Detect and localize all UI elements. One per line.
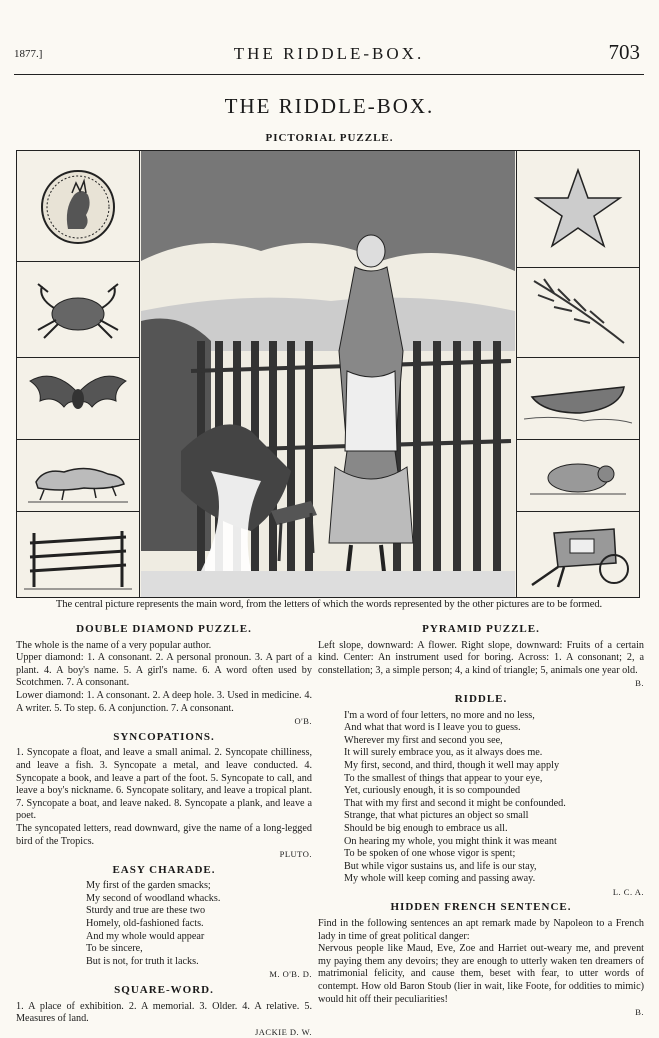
riddle-verse — [318, 710, 644, 886]
plant-picture — [517, 267, 639, 358]
syncopations-text2: The syncopated letters, read downward, give the name of a long-legged bird of the Tropics. — [16, 822, 312, 847]
double-diamond-lower: Lower diamond: 1. A consonant. 2. A deep hole. 3. Used in medicine. 4. A writer. 5. To step. 6. A conjunction. 7. A consonant. — [16, 689, 312, 714]
square-word-signature: JACKIE D. W. — [254, 1026, 312, 1037]
riddle-line: On hearing my whole, you might think it was meant — [344, 835, 557, 847]
charade-line: To be sincere, — [86, 943, 143, 955]
pyramid-text: Left slope, downward: A flower. Right slope, downward: Fruits of a certain kind. Center: An instrument used for boring. Across: 1. A consonant; 2, a constellation; 3, a simple person; 4, a kind of triangle; 5, animals one year old. — [318, 639, 644, 676]
medallion-picture — [17, 151, 139, 262]
riddle-line: That with my first and second it might be confounded. — [344, 797, 566, 809]
double-diamond-title: DOUBLE DIAMOND PUZZLE. — [76, 623, 252, 635]
double-diamond-signature: O'B. — [294, 716, 312, 727]
pyramid-signature: B. — [635, 678, 644, 689]
riddle-line: It will surely embrace you, as it always does me. — [344, 747, 543, 759]
wheelbarrow-picture — [517, 511, 639, 597]
riddle-signature: L. C. A. — [612, 886, 644, 897]
riddle-line: Wherever my first and second you see, — [344, 734, 503, 746]
hidden-french-text: Find in the following sentences an apt remark made by Napoleon to a French lady in time of great political danger: — [318, 918, 644, 942]
double-diamond-intro: The whole is the name of a very popular author. — [16, 639, 212, 651]
hidden-french-signature: B. — [635, 1007, 644, 1018]
right-text-column — [318, 620, 644, 1019]
right-picture-column — [516, 151, 639, 597]
easy-charade-verse — [16, 880, 312, 968]
header-title: THE RIDDLE-BOX. — [233, 44, 425, 63]
bat-picture — [17, 357, 139, 440]
running-header — [14, 34, 644, 75]
riddle-line: To the smallest of things that appear to your eye, — [344, 772, 543, 784]
crab-picture — [17, 261, 139, 358]
riddle-title: RIDDLE. — [454, 692, 508, 705]
page-title: THE RIDDLE-BOX. — [224, 94, 435, 118]
boat-picture — [517, 357, 639, 440]
easy-charade-signature: M. O'B. D. — [269, 969, 312, 980]
left-text-column — [16, 620, 312, 1038]
square-word-text: 1. A place of exhibition. 2. A memorial. 3. Older. 4. A relative. 5. Measures of land. — [16, 1000, 312, 1025]
charade-line: Homely, old-fashioned facts. — [86, 918, 204, 930]
riddle-line: My first, second, and third, though it well may apply — [344, 759, 560, 771]
charade-line: My first of the garden smacks; — [86, 880, 211, 892]
puzzle-caption: The central picture represents the main word, from the letters of which the words represented by the other pictures are to be formed. — [55, 599, 603, 610]
riddle-line: Should be big enough to embrace us all. — [344, 822, 508, 834]
hidden-french-text2: Nervous people like Maud, Eve, Zoe and Harriet out-weary me, and prevent my paying them any devoirs; they are enough to utterly waken ten dreamers of matrimonial felicity, and cause them, beset with fear, to utter words of contempt. How old Baron Stoub (lier in wait, like Foote, for oddities to mimic) would hit off their peculiarities! — [318, 943, 644, 1005]
charade-line: And my whole would appear — [86, 930, 205, 942]
syncopations-text: 1. Syncopate a float, and leave a small animal. 2. Syncopate chilliness, and leave a fish. 3. Syncopate a metal, and leave conducted. 4. Syncopate a book, and leave a part of the foot. 5. Syncopate to call, and leave a boy's nickname. 6. Syncopate solitary, and leave a tropical plant. 7. Syncopate a boat, and leave naked. 8. Syncopate a plank, and leave a poet. — [16, 747, 312, 822]
riddle-line: Yet, curiously enough, it is so compounded — [344, 785, 521, 797]
easy-charade-title: EASY CHARADE. — [112, 863, 216, 876]
star-picture — [517, 151, 639, 268]
riddle-line: Strange, that what pictures an object so small — [344, 810, 529, 822]
square-word-title: SQUARE-WORD. — [114, 984, 214, 997]
pictorial-puzzle-illustration — [16, 150, 640, 598]
left-picture-column — [17, 151, 140, 597]
double-diamond-upper: Upper diamond: 1. A consonant. 2. A personal pronoun. 3. A part of a plant. 4. A boy's name. 5. A girl's name. 6. A word often used by Scotchmen. 7. A consonant. — [16, 652, 312, 689]
fence-picture — [17, 511, 139, 597]
syncopations-title: SYNCOPATIONS. — [113, 730, 215, 743]
charade-line: But is not, for truth it lacks. — [86, 955, 199, 967]
riddle-line: But while vigor sustains us, and life is our stay, — [344, 860, 537, 872]
pictorial-puzzle-title: PICTORIAL PUZZLE. — [265, 132, 394, 144]
ferret-picture — [17, 439, 139, 512]
hidden-french-title: HIDDEN FRENCH SENTENCE. — [390, 901, 572, 914]
page-number: 703 — [608, 40, 640, 64]
riddle-line: I'm a word of four letters, no more and no less, — [344, 709, 535, 721]
riddle-line: And what that word is I leave you to guess. — [344, 722, 521, 734]
header-year: 1877.] — [14, 48, 43, 60]
syncopations-signature: PLUTO. — [279, 849, 312, 860]
riddle-line: My whole will keep coming and passing away. — [344, 873, 536, 885]
charade-line: Sturdy and true are these two — [86, 905, 206, 917]
main-scene-picture — [141, 151, 515, 597]
pyramid-title: PYRAMID PUZZLE. — [422, 623, 540, 635]
charade-line: My second of woodland whacks. — [86, 892, 221, 904]
riddle-line: To be spoken of one whose vigor is spent; — [344, 848, 516, 860]
animal-picture — [517, 439, 639, 512]
